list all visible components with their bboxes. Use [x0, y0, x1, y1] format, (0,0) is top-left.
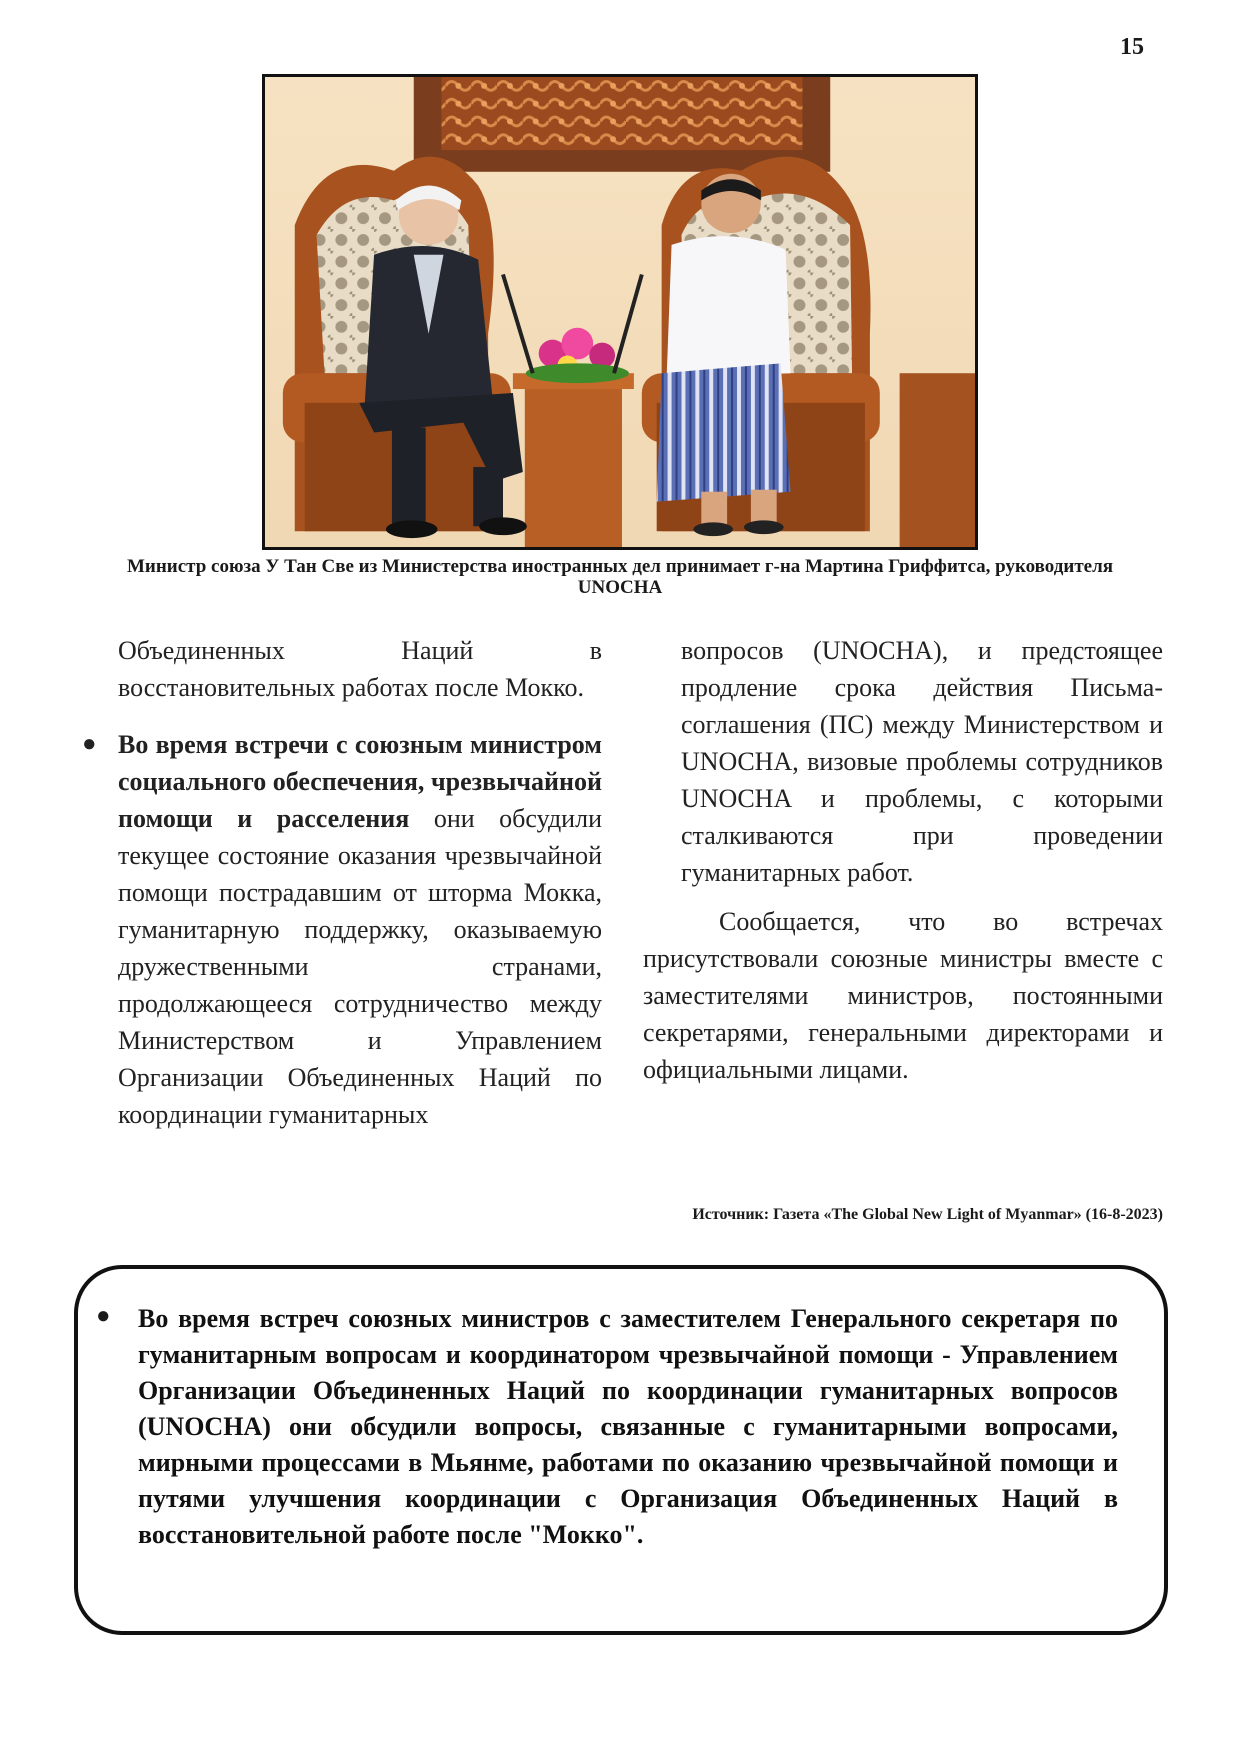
- left-para-1: Объединенных Наций в восстановительных работах после Мокко.: [118, 636, 602, 702]
- source-line: Источник: Газета «The Global New Light of Myanmar» (16-8-2023): [692, 1206, 1163, 1223]
- photo-caption: Министр союза У Тан Све из Министерства иностранных дел принимает г-на Мартина Гриффитса, руководителя UNOCHA: [126, 556, 1114, 598]
- left-bullet-bold: Во время встречи с союзным министром социального обеспечения, чрезвычайной помощи и расселения: [118, 730, 602, 833]
- right-para-1: вопросов (UNOCHA), и предстоящее продление срока действия Письма-соглашения (ПС) между Министерством и UNOCHA, визовые проблемы сотрудников UNOCHA и проблемы, с которыми сталкиваются при проведении гуманитарных работ.: [681, 636, 1163, 887]
- callout-box: [74, 1265, 1168, 1635]
- bullet-icon: ●: [96, 1303, 111, 1329]
- bullet-icon: ●: [82, 731, 97, 757]
- left-column: [82, 632, 602, 1133]
- page-number: 15: [1120, 34, 1144, 60]
- left-bullet-rest: они обсудили текущее состояние оказания чрезвычайной помощи пострадавшим от шторма Мокка, гуманитарную поддержку, оказываемую дружественными странами, продолжающееся сотрудничество между Министерством и Управлением Организации Объединенных Наций по координации гуманитарных: [118, 804, 602, 1129]
- left-bullet-para: [82, 726, 602, 1133]
- callout-text: Во время встреч союзных министров с заместителем Генерального секретаря по гуманитарным вопросам и координатором чрезвычайной помощи - Управлением Организации Объединенных Наций по координации гуманитарных вопросов (UNOCHA) они обсудили вопросы, связанные с гуманитарными вопросами, мирными процессами в Мьянме, работами по оказанию чрезвычайной помощи и путями улучшения координации с Организация Объединенных Наций в восстановительной работе после "Мокко".: [138, 1304, 1118, 1549]
- meeting-photo: [262, 74, 978, 550]
- right-column: [643, 632, 1163, 1088]
- photo-meeting-icon: [265, 77, 975, 547]
- right-para-2: Сообщается, что во встречах присутствовали союзные министры вместе с заместителями министров, постоянными секретарями, генеральными директорами и официальными лицами.: [643, 907, 1163, 1084]
